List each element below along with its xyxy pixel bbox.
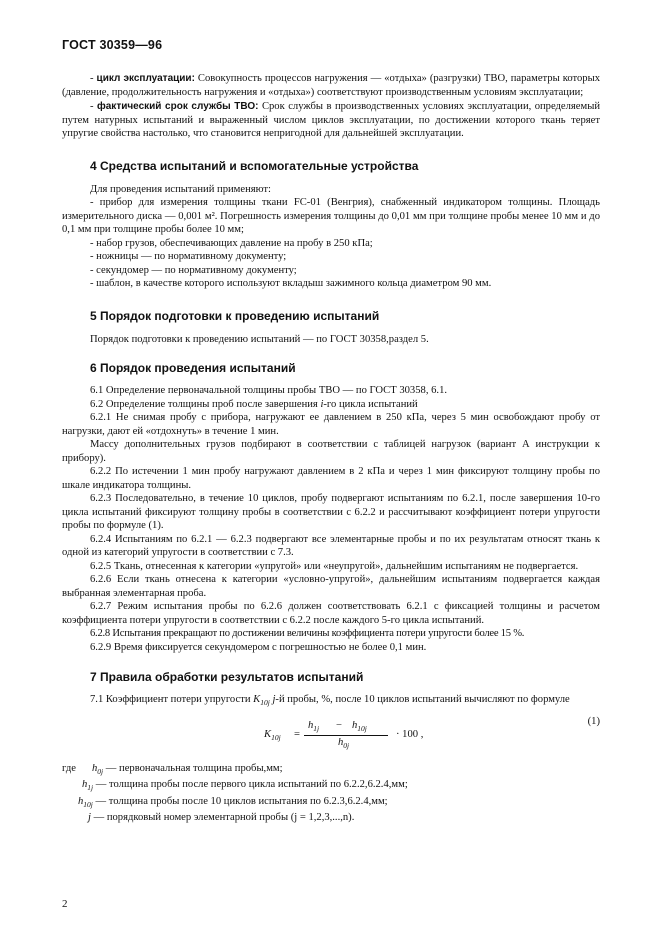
- section-4-heading: 4 Средства испытаний и вспомогательные устройства: [90, 158, 419, 173]
- section-7-heading: 7 Правила обработки результатов испытаний: [90, 670, 364, 684]
- definitions: [62, 72, 600, 141]
- page-number: 2: [62, 898, 68, 910]
- section-5-heading: 5 Порядок подготовки к проведению испытаний: [90, 308, 380, 323]
- clause-paragraph: 6.2.6 Если ткань отнесена к категории «условно-упругой», дальнейшим испытаниям подвергается каждая выбранная элементарная проба.: [62, 574, 600, 599]
- clause-paragraph: Массу дополнительных грузов подбирают в соответствии с таблицей нагрузок (вариант А инструкции к прибору).: [62, 439, 600, 464]
- clause-paragraph: 6.2.9 Время фиксируется секундомером с погрешностью не более 0,1 мин.: [90, 641, 427, 653]
- definition-text: Срок службы в производственных условиях эксплуатации, определяемый путем натурных испытаний и выраженный числом циклов эксплуатации, по достижении которого ткань теряет упругие свойства настолько, что становится непригодной для дальнейшей эксплуатации.: [62, 101, 600, 139]
- section-4-intro: Для проведения испытаний применяют:: [90, 183, 271, 195]
- clause-paragraph: 6.2.7 Режим испытания пробы по 6.2.6 должен соответствовать 6.2.1 с фиксацией толщины и расчетом коэффициента потери упругости в соответствии с 6.2.2 после каждого 5-го цикла испытаний.: [62, 601, 600, 626]
- clause-7-1: 7.1 Коэффициент потери упругости $K_{10j}$ j-й пробы, %, после 10 циклов испытаний вычисляют по формуле: [90, 694, 570, 708]
- definition-item: - цикл эксплуатации: Совокупность процессов нагружения — «отдыха» (разгрузки) ТВО, параметры которых (давление, продолжительность нагружения и «отдыха») соответствуют производственным условиям эксплуатации;: [62, 73, 600, 98]
- clause-6-2: 6.2 Определение толщины проб после завершения i-го цикла испытаний: [90, 398, 418, 410]
- clause-paragraph: 6.2.2 По истечении 1 мин пробу нагружают давлением в 2 кПа и через 1 мин фиксируют толщину пробы по шкале индикатора толщины.: [62, 466, 600, 491]
- clause-paragraph: 6.2.3 Последовательно, в течение 10 циклов, пробу подвергают испытаниям по 6.2.1, после завершения 10-го цикла испытаний фиксируют толщину пробы в соответствии с 6.2.2 и рассчитывают коэффициент потери упругости пробы по формуле (1).: [62, 493, 600, 531]
- clause-6-1: 6.1 Определение первоначальной толщины пробы ТВО — по ГОСТ 30358, 6.1.: [90, 385, 448, 396]
- formula-number: (1): [587, 715, 600, 727]
- section-4-item: - набор грузов, обеспечивающих давление на пробу в 250 кПа;: [90, 237, 373, 249]
- legend-row: $h_{1j}$ — толщина пробы после первого цикла испытаний по 6.2.2,6.2.4,мм;: [82, 779, 408, 793]
- section-5-text: Порядок подготовки к проведению испытаний — по ГОСТ 30358,раздел 5.: [90, 333, 429, 345]
- clause-paragraph: 6.2.1 Не снимая пробу с прибора, нагружают ее давлением в 250 кПа, через 5 мин освобождают пробу от нагрузки, дают ей «отдохнуть» в течение 1 мин.: [62, 412, 600, 437]
- symbol-legend: [62, 762, 600, 825]
- section-4-item: - секундомер — по нормативному документу;: [90, 264, 297, 276]
- legend-row: $h_{10j}$ — толщина пробы после 10 циклов испытания по 6.2.3,6.2.4,мм;: [78, 795, 388, 809]
- document-header: ГОСТ 30359—96: [62, 38, 163, 52]
- section-4-item: - шаблон, в качестве которого используют вкладыш зажимного кольца диаметром 90 мм.: [90, 278, 492, 289]
- definition-term: цикл эксплуатации:: [96, 73, 195, 84]
- definition-text: Совокупность процессов нагружения — «отдыха» (разгрузки) ТВО, параметры которых (давление, продолжительность нагружения и «отдыха») соответствуют производственным условиям эксплуатации;: [62, 73, 600, 98]
- clause-paragraph: 6.2.8 Испытания прекращают по достижении величины коэффициента потери упругости более 15 %.: [90, 628, 525, 639]
- formula-1: $K_{10j}$ = $h_{1j}$ − $h_{10j}$ $h_{0j}$ · 100 , (1): [264, 715, 600, 750]
- legend-row: где $h_{0j}$ — первоначальная толщина пробы,мм;: [62, 762, 283, 776]
- document-page: [62, 38, 600, 825]
- fraction-line: [304, 735, 388, 736]
- definition-term: фактический срок службы ТВО:: [97, 101, 259, 112]
- clause-paragraph: 6.2.5 Ткань, отнесенная к категории «упругой» или «неупругой», дальнейшим испытаниям не подвергается.: [90, 560, 579, 572]
- formula-times-100: · 100 ,: [396, 728, 424, 740]
- legend-row: j — порядковый номер элементарной пробы (j = 1,2,3,...,n).: [88, 812, 355, 824]
- formula-equals: =: [294, 728, 300, 740]
- section-6-heading: 6 Порядок проведения испытаний: [90, 361, 296, 375]
- section-4-item: - ножницы — по нормативному документу;: [90, 251, 287, 262]
- definition-item: - фактический срок службы ТВО: Срок службы в производственных условиях эксплуатации, определяемый путем натурных испытаний и выраженный числом циклов эксплуатации, по достижении которого ткань теряет упругие свойства настолько, что становится непригодной для дальнейшей эксплуатации.: [62, 101, 600, 139]
- clause-paragraph: 6.2.4 Испытаниям по 6.2.1 — 6.2.3 подвергают все элементарные пробы и по их результатам относят ткань к одной из категорий упругости в соответствии с 7.3.: [62, 533, 600, 558]
- section-4-item: - прибор для измерения толщины ткани FC-01 (Венгрия), снабженный индикатором толщины. Площадь измерительного диска — 0,001 м². Погрешность измерения толщины до 0,01 мм при толщине пробы менее 10 мм и до 0,1 мм при толщине пробы более 10 мм;: [62, 197, 600, 235]
- formula-lhs-k: K: [264, 728, 272, 740]
